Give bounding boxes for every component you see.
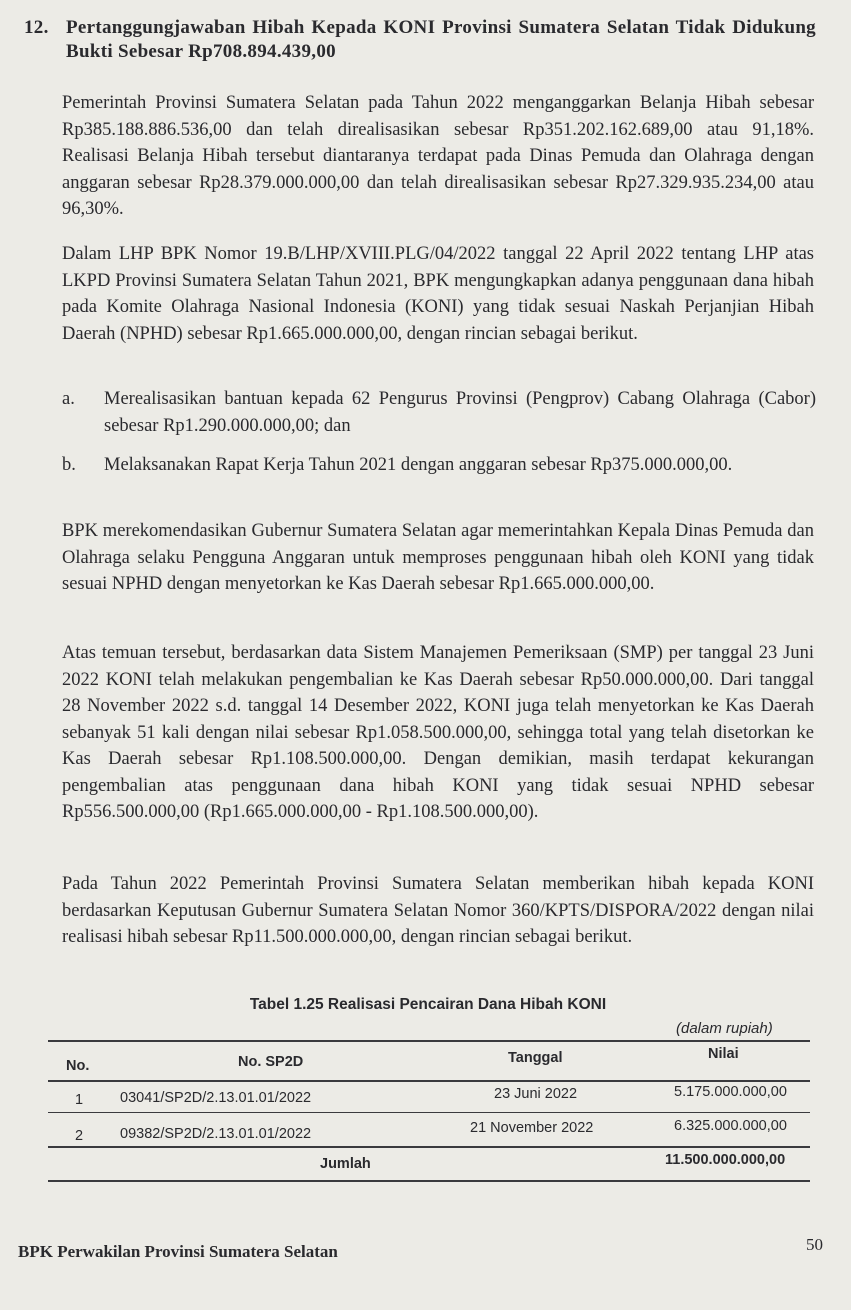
table-total-rule — [48, 1146, 810, 1148]
paragraph-rekomendasi: BPK merekomendasikan Gubernur Sumatera Selatan agar memerintahkan Kepala Dinas Pemuda dan Olahraga selaku Pengguna Anggaran untuk memproses penggunaan hibah oleh KONI yang tidak sesuai NPHD dengan menyetorkan ke Kas Daerah sebesar Rp1.665.000.000,00. — [62, 521, 814, 594]
paragraph-temuan: Atas temuan tersebut, berdasarkan data Sistem Manajemen Pemeriksaan (SMP) per tanggal 23 Juni 2022 KONI telah melakukan pengembalian ke Kas Daerah sebesar Rp50.000.000,00. Dari tanggal 28 November 2022 s.d. tanggal 14 Desember 2022, KONI juga telah menyetorkan ke Kas Daerah sebanyak 51 kali dengan nilai sebesar Rp1.058.500.000,00, sehingga total yang telah disetorkan ke Kas Daerah sebesar Rp1.108.500.000,00. Dengan demikian, masih terdapat kekurangan pengembalian atas penggunaan dana hibah KONI yang tidak sesuai NPHD sebesar Rp556.500.000,00 (Rp1.665.000.000,00 - Rp1.108.500.000,00). — [62, 643, 814, 822]
row-tanggal: 21 November 2022 — [470, 1120, 594, 1136]
list-item-text: Melaksanakan Rapat Kerja Tahun 2021 dengan anggaran sebesar Rp375.000.000,00. — [104, 455, 733, 475]
row-tanggal: 23 Juni 2022 — [494, 1086, 578, 1102]
header-no: No. — [66, 1058, 90, 1074]
table-row-rule — [48, 1112, 810, 1113]
row-no: 1 — [75, 1092, 84, 1108]
row-nilai: 6.325.000.000,00 — [674, 1118, 787, 1134]
list-item-letter: b. — [62, 455, 76, 475]
paragraph-lhp-bpk: Dalam LHP BPK Nomor 19.B/LHP/XVIII.PLG/04/2022 tanggal 22 April 2022 tentang LHP atas LKPD Provinsi Sumatera Selatan Tahun 2021, BPK mengungkapkan adanya penggunaan dana hibah pada Komite Olahraga Nasional Indonesia (KONI) yang tidak sesuai Naskah Perjanjian Hibah Daerah (NPHD) sebesar Rp1.665.000.000,00, dengan rincian sebagai berikut. — [62, 244, 814, 344]
page-number: 50 — [806, 1235, 823, 1254]
footer-organization: BPK Perwakilan Provinsi Sumatera Selatan — [18, 1242, 338, 1261]
total-label: Jumlah — [320, 1156, 371, 1172]
list-item-letter: a. — [62, 389, 75, 409]
paragraph-belanja-hibah: Pemerintah Provinsi Sumatera Selatan pada Tahun 2022 menganggarkan Belanja Hibah sebesar Rp385.188.886.536,00 dan telah direalisasikan sebesar Rp351.202.162.689,00 atau 91,18%. Realisasi Belanja Hibah tersebut diantaranya terdapat pada Dinas Pemuda dan Olahraga dengan anggaran sebesar Rp28.379.000.000,00 dan telah direalisasikan sebesar Rp27.329.935.234,00 atau 96,30%. — [62, 93, 814, 219]
header-tanggal: Tanggal — [508, 1050, 563, 1066]
header-sp2d: No. SP2D — [238, 1054, 304, 1070]
paragraph-hibah-2022: Pada Tahun 2022 Pemerintah Provinsi Sumatera Selatan memberikan hibah kepada KONI berdasarkan Keputusan Gubernur Sumatera Selatan Nomor 360/KPTS/DISPORA/2022 dengan nilai realisasi hibah sebesar Rp11.500.000.000,00, dengan rincian sebagai berikut. — [62, 874, 814, 947]
table-unit-note: (dalam rupiah) — [676, 1020, 773, 1037]
section-number: 12. — [24, 17, 49, 38]
row-nilai: 5.175.000.000,00 — [674, 1084, 787, 1100]
row-sp2d: 03041/SP2D/2.13.01.01/2022 — [120, 1090, 312, 1106]
header-nilai: Nilai — [708, 1046, 739, 1062]
row-sp2d: 09382/SP2D/2.13.01.01/2022 — [120, 1126, 312, 1142]
table-title: Tabel 1.25 Realisasi Pencairan Dana Hibah KONI — [249, 996, 607, 1013]
table-top-rule — [48, 1040, 810, 1042]
total-nilai: 11.500.000.000,00 — [665, 1152, 786, 1168]
table-header-rule — [48, 1080, 810, 1082]
table-bottom-rule — [48, 1180, 810, 1182]
row-no: 2 — [75, 1128, 84, 1144]
list-item-text: Merealisasikan bantuan kepada 62 Pengurus Provinsi (Pengprov) Cabang Olahraga (Cabor) sebesar Rp1.290.000.000,00; dan — [104, 389, 816, 436]
section-title: Pertanggungjawaban Hibah Kepada KONI Provinsi Sumatera Selatan Tidak Didukung Bukti Sebesar Rp708.894.439,00 — [66, 17, 816, 62]
